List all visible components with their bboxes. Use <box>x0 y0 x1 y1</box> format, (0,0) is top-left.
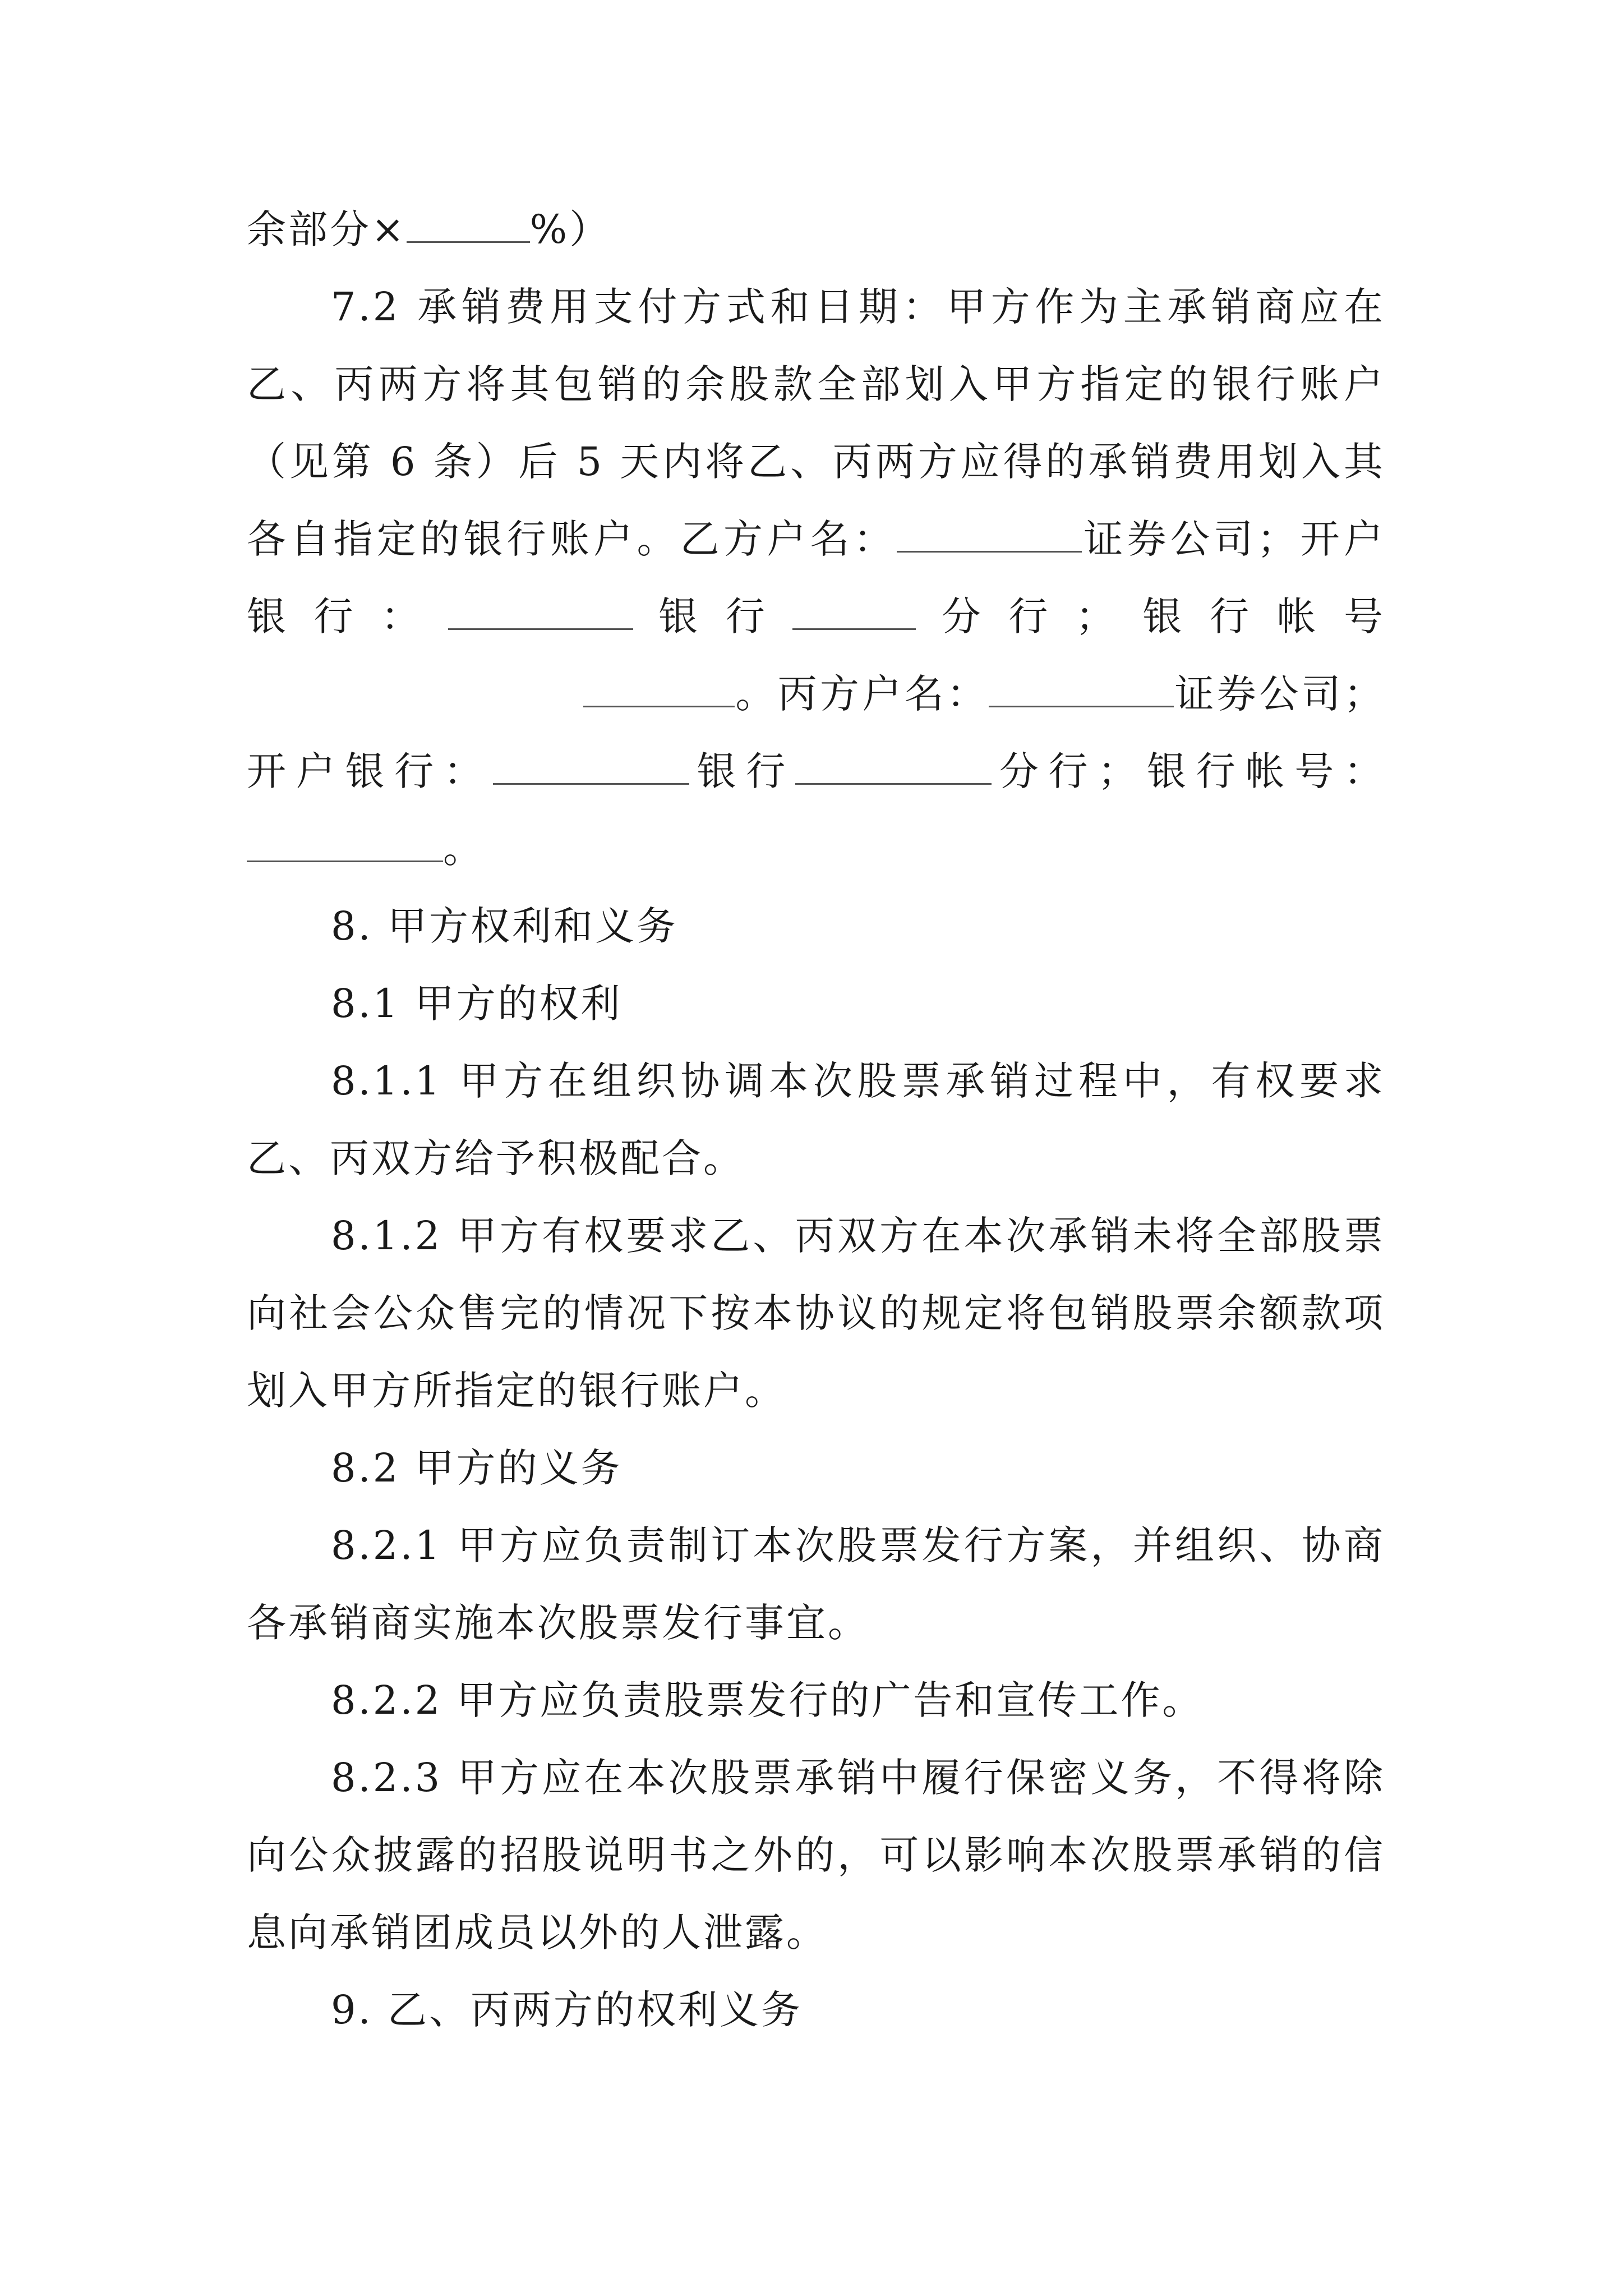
paragraph-remainder <box>247 191 1385 268</box>
heading-8-2: 8.2 甲方的义务 <box>331 1445 623 1491</box>
party-b-branch-blank <box>792 593 916 630</box>
heading-8: 8. 甲方权利和义务 <box>331 903 679 949</box>
party-c-bank-blank <box>493 748 689 785</box>
party-b-bank-blank <box>448 593 633 630</box>
clause-8-1-1: 8.1.1 甲方在组织协调本次股票承销过程中，有权要求乙、丙双方给予积极配合。 <box>247 1058 1385 1181</box>
party-b-account-number-blank <box>583 671 735 707</box>
party-c-branch-blank <box>795 748 992 785</box>
clause-7-2-text-8: 分行；银行帐号： <box>992 748 1385 794</box>
party-b-account-name-blank <box>897 516 1082 553</box>
clause-8-2-3: 8.2.3 甲方应在本次股票承销中履行保密义务，不得将除向公众披露的招股说明书之外的，可以影响本次股票承销的信息向承销团成员以外的人泄露。 <box>247 1755 1385 1955</box>
paragraph-7-2 <box>247 268 1385 887</box>
party-c-account-number-blank <box>247 826 443 862</box>
clause-7-2-text-7: 银行 <box>689 748 795 794</box>
document-body <box>247 191 1385 2049</box>
clause-7-2-text-9: 。 <box>443 826 485 872</box>
clause-7-2-text: 7.2 承销费用支付方式和日期：甲方作为主承销商应在乙、丙两方将其包销的余股款全部划入甲方指定的银行账户（见第 6 条）后 5 天内将乙、丙两方应得的承销费用划入其各自指定的银行账户。乙方户名： <box>247 284 1385 562</box>
party-c-account-name-blank <box>989 671 1174 707</box>
clause-8-2-1: 8.2.1 甲方应负责制订本次股票发行方案，并组织、协商各承销商实施本次股票发行事宜。 <box>247 1522 1385 1646</box>
clause-7-2-text-4: 分行；银行帐号 <box>916 593 1386 639</box>
clause-7-2-text-6: 证券公司；开户银行： <box>247 671 1386 794</box>
clause-7-2-text-5: 。丙方户名： <box>735 671 989 717</box>
heading-8-1: 8.1 甲方的权利 <box>331 981 623 1027</box>
heading-9: 9. 乙、丙两方的权利义务 <box>331 1987 803 2033</box>
percent-blank <box>407 206 530 243</box>
clause-8-1-2: 8.1.2 甲方有权要求乙、丙双方在本次承销未将全部股票向社会公众售完的情况下按本协议的规定将包销股票余额款项划入甲方所指定的银行账户。 <box>247 1213 1385 1414</box>
clause-8-2-2: 8.2.2 甲方应负责股票发行的广告和宣传工作。 <box>331 1677 1204 1723</box>
clause-7-2-text-3: 银行 <box>633 593 793 639</box>
percent-suffix: %） <box>529 206 611 252</box>
remainder-text: 余部分× <box>247 206 407 252</box>
clause-7-2-text-2: 证券公司；开户银行： <box>247 516 1386 639</box>
